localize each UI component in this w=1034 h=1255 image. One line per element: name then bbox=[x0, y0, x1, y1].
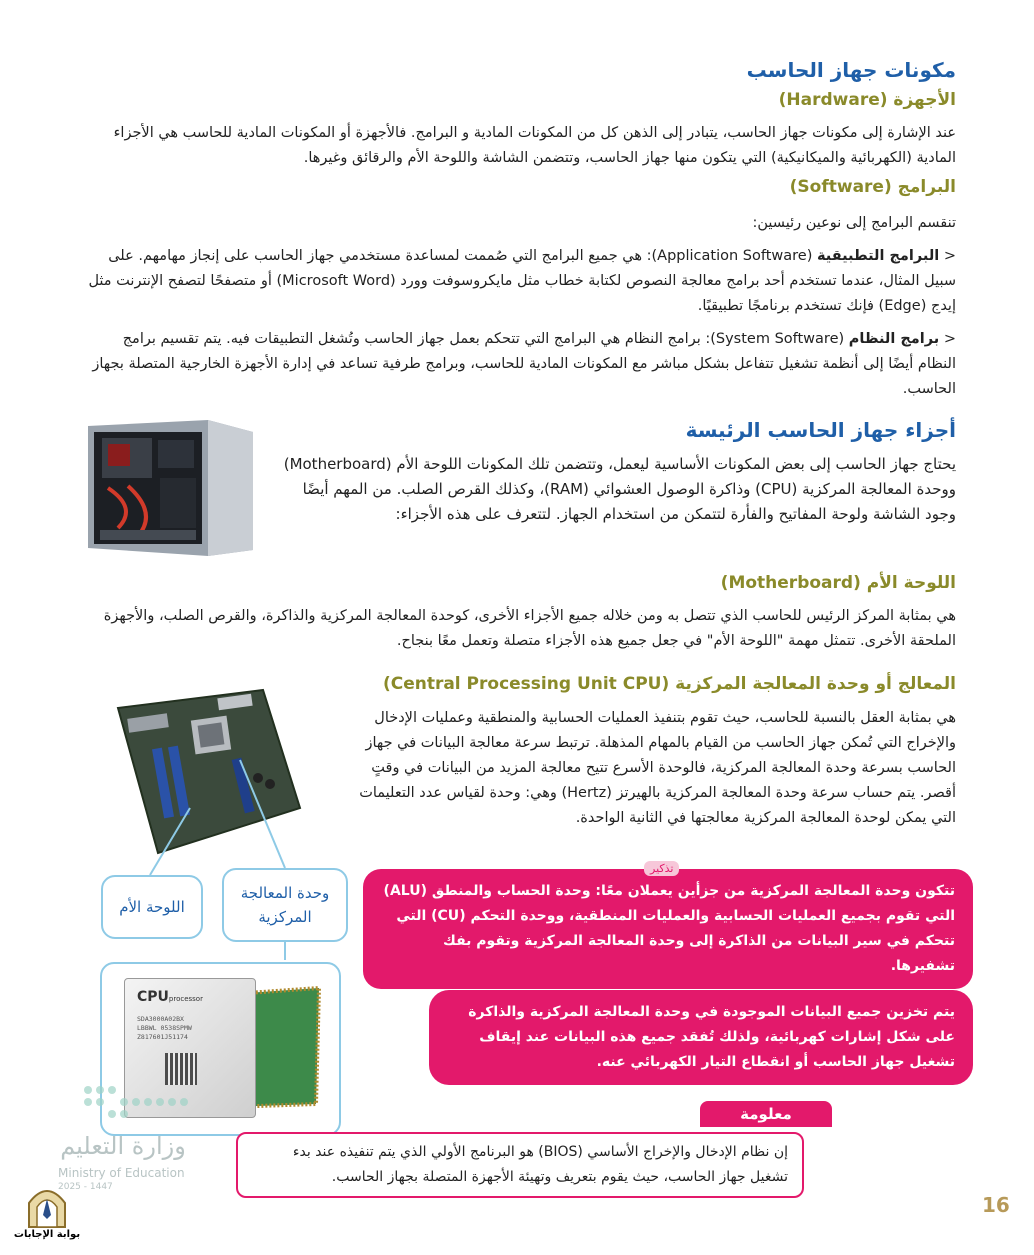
motherboard-callout bbox=[101, 875, 203, 939]
parts-text: يحتاج جهاز الحاسب إلى بعض المكونات الأساسية ليعمل، وتتضمن تلك المكونات اللوحة الأم (Motherboard) ووحدة المعالجة المركزية (CPU) وذاكرة الوصول العشوائي (RAM)، وكذلك القرص الصلب. من المهم أيضًا وجود الشاشة ولوحة المفاتيح والفأرة لتتمكن من استخدام الجهاز. لتتعرف على هذه الأجزاء: bbox=[283, 455, 956, 523]
reminder-text: تتكون وحدة المعالجة المركزية من جزأين يعملان معًا: وحدة الحساب والمنطق (ALU) التي تقوم بجميع العمليات الحسابية والعمليات المنطقية، ووحدة التحكم (CU) التي تتحكم في سير البيانات من الذاكرة إلى وحدة المعالجة المركزية وتقوم بفك تشفيرها. bbox=[383, 883, 955, 974]
cpu-chip-line: SDA3000A02BX bbox=[137, 1015, 184, 1023]
system-software-lead: برامج النظام bbox=[848, 331, 940, 347]
info-text: إن نظام الإدخال والإخراج الأساسي (BIOS) هو البرنامج الأولي الذي يتم تنفيذه عند بدء تشغيل جهاز الحاسب، حيث يقوم بتعريف وتهيئة الأجهزة المتصلة بجهاز الحاسب. bbox=[292, 1144, 788, 1185]
watermark-arch-icon bbox=[25, 1183, 69, 1229]
bullet-marker: < bbox=[939, 248, 956, 264]
ministry-logo bbox=[48, 1080, 218, 1200]
hardware-heading: الأجهزة (Hardware) bbox=[778, 90, 956, 110]
cpu-chip-line: Z817601J51174 bbox=[137, 1033, 188, 1041]
hardware-text: عند الإشارة إلى مكونات جهاز الحاسب، يتبادر إلى الذهن كل من المكونات المادية و البرامج. فالأجهزة أو المكونات المادية للحاسب هي الأجزاء المادية (الكهربائية والميكانيكية) التي يتكون منها جهاز الحاسب، وتتضمن الشاشة واللوحة الأم والرقائق وغيرها. bbox=[113, 125, 956, 166]
application-software-lead: البرامج التطبيقية bbox=[816, 248, 940, 264]
system-software-text: (System Software): برامج النظام هي البرامج التي تتحكم بعمل جهاز الحاسب وتُشغل التطبيقات فيه. يتم تقسيم برامج النظام أيضًا إلى أنظمة تشغيل تتفاعل بشكل مباشر مع المكونات المادية للحاسب، وبرامج طرفية تساعد في إدارة الأجهزة الخارجية المتصلة بجهاز الحاسب. bbox=[92, 331, 956, 397]
cpu-heading: المعالج أو وحدة المعالجة المركزية (Central Processing Unit CPU) bbox=[382, 674, 956, 694]
software-heading: البرامج (Software) bbox=[789, 177, 956, 197]
info-title: معلومة bbox=[700, 1101, 832, 1127]
watermark-text: بوابة الإجابات bbox=[13, 1229, 81, 1240]
data-storage-box bbox=[429, 990, 973, 1085]
cpu-chip-line: LBBWL 0538SPMW bbox=[137, 1024, 192, 1032]
cpu-callout bbox=[222, 868, 348, 942]
application-software-text: (Application Software): هي جميع البرامج التي صُممت لمساعدة مستخدمي جهاز الحاسب على إنجاز مهامهم. على سبيل المثال، عندما تستخدم أحد برامج معالجة النصوص لكتابة خطاب مثل مايكروسوفت وورد (Microsoft Word) أو متصفحًا لتصفح الإنترنت مثل إيدج (Edge) فإنك تستخدم برنامجًا تطبيقيًا. bbox=[88, 248, 956, 314]
data-storage-text: يتم تخزين جميع البيانات الموجودة في وحدة المعالجة المركزية والذاكرة على شكل إشارات كهربائية، ولذلك تُفقد جميع هذه البيانات عند إيقاف تشغيل جهاز الحاسب أو انقطاع التيار الكهربائي عنه. bbox=[468, 1004, 955, 1070]
bullet-marker: < bbox=[939, 331, 956, 347]
reminder-tag: تذكير bbox=[644, 861, 679, 876]
ministry-english: Ministry of Education bbox=[58, 1166, 185, 1180]
page-title: مكونات جهاز الحاسب bbox=[746, 58, 956, 82]
software-intro: تنقسم البرامج إلى نوعين رئيسين: bbox=[752, 215, 956, 231]
ministry-arabic: وزارة التعليم bbox=[60, 1132, 186, 1160]
parts-heading: أجزاء جهاز الحاسب الرئيسة bbox=[685, 418, 956, 442]
cpu-chip-sub: processor bbox=[168, 995, 203, 1003]
page-number: 16 bbox=[982, 1193, 1010, 1217]
cpu-callout-label: وحدة المعالجة المركزية bbox=[240, 884, 330, 926]
info-box bbox=[236, 1132, 804, 1198]
motherboard-text: هي بمثابة المركز الرئيس للحاسب الذي تتصل به ومن خلاله جميع الأجزاء الأخرى، كوحدة المعالجة المركزية والذاكرة، والقرص الصلب، والأجهزة الملحقة الأخرى. تتمثل مهمة "اللوحة الأم" في جعل جميع هذه الأجزاء متصلة وتعمل معًا بنجاح. bbox=[103, 608, 956, 649]
motherboard-heading: اللوحة الأم (Motherboard) bbox=[720, 573, 956, 593]
reminder-box bbox=[363, 869, 973, 989]
cpu-chip-brand: CPU bbox=[137, 989, 169, 1005]
ministry-years: 2025 - 1447 bbox=[58, 1182, 113, 1192]
cpu-text: هي بمثابة العقل بالنسبة للحاسب، حيث تقوم بتنفيذ العمليات الحسابية والمنطقية وعمليات الإدخال والإخراج التي تُمكن جهاز الحاسب من القيام بالمهام المذهلة. ترتبط سرعة معالجة البيانات في جهاز الحاسب بسرعة وحدة المعالجة المركزية، فالوحدة الأسرع تتيح معالجة المزيد من البيانات في وقتٍ أقصر. يتم حساب سرعة وحدة المعالجة المركزية بالهيرتز (Hertz) وهي: وحدة لقياس عدد التعليمات التي يمكن لوحدة المعالجة المركزية معالجتها في الثانية الواحدة. bbox=[359, 710, 956, 826]
ministry-dots-icon bbox=[68, 1080, 198, 1120]
watermark-logo bbox=[12, 1183, 82, 1253]
motherboard-callout-label: اللوحة الأم bbox=[119, 898, 185, 916]
